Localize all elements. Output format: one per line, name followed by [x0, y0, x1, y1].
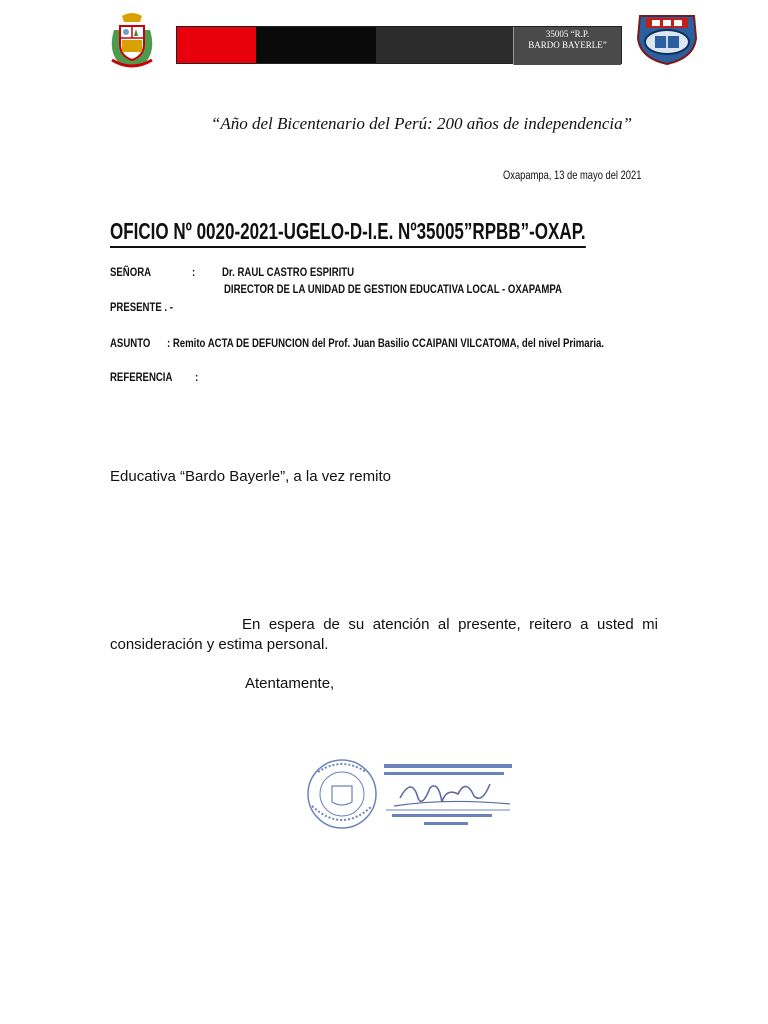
recipient-colon: : — [192, 265, 196, 279]
document-title: OFICIO Nº 0020-2021-UGELO-D-I.E. Nº35005”RPBB”-OXAP. — [110, 218, 586, 248]
asunto-label: ASUNTO — [110, 336, 151, 350]
recipient-name: Dr. RAUL CASTRO ESPIRITU — [222, 265, 355, 279]
signature-stamp-image — [296, 758, 518, 832]
school-name-box — [513, 27, 621, 65]
school-band-line2: BARDO BAYERLE” — [528, 40, 607, 50]
farewell: Atentamente, — [245, 675, 335, 692]
closing-paragraph: En espera de su atención al presente, reitero a usted mi consideración y estima personal. — [110, 616, 658, 653]
date-line: Oxapampa, 13 de mayo del 2021 — [503, 168, 642, 182]
peru-coat-of-arms-icon — [108, 10, 156, 68]
asunto-text: : Remito ACTA DE DEFUNCION del Prof. Juan Basilio CCAIPANI VILCATOMA, del nivel Primaria. — [167, 336, 605, 350]
recipient-label: SEÑORA — [110, 265, 152, 279]
school-band-line1: 35005 “R.P. — [545, 29, 590, 39]
school-emblem-icon — [634, 10, 700, 66]
band-black — [256, 27, 376, 63]
presente-line: PRESENTE . - — [110, 300, 173, 314]
header-color-band — [176, 26, 622, 64]
motto: “Año del Bicentenario del Perú: 200 años de independencia” — [210, 114, 633, 133]
referencia-colon: : — [195, 370, 199, 384]
recipient-position: DIRECTOR DE LA UNIDAD DE GESTION EDUCATIVA LOCAL - OXAPAMPA — [224, 282, 562, 296]
body-line: Educativa “Bardo Bayerle”, a la vez remito — [110, 468, 391, 485]
referencia-label: REFERENCIA — [110, 370, 173, 384]
band-red — [177, 27, 256, 63]
band-dark — [376, 27, 513, 63]
